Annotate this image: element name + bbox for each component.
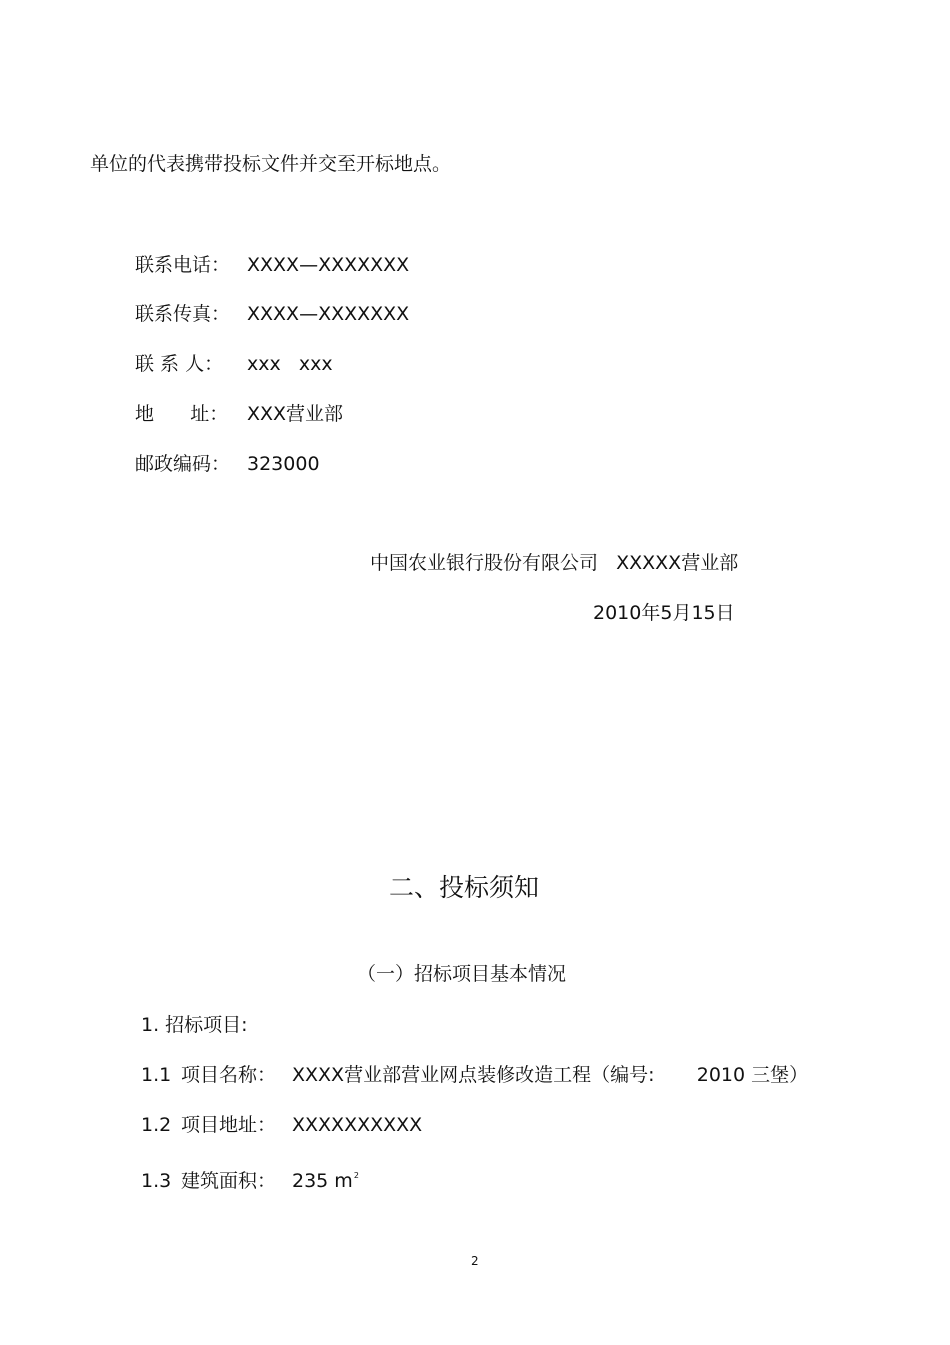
- item-number: 1.3: [141, 1170, 172, 1192]
- item-row-project-name: [141, 1063, 808, 1087]
- item-value: XXXX营业部营业网点装修改造工程（编号: 2010 三堡）: [292, 1064, 809, 1086]
- contact-value: XXXX—XXXXXXX: [247, 303, 410, 325]
- item-value: 235 m: [292, 1170, 353, 1192]
- contact-label: 地 址：: [135, 403, 229, 425]
- contact-row-person: [135, 352, 333, 376]
- contact-row-postcode: [135, 452, 320, 476]
- unit-superscript: 2: [353, 1171, 359, 1180]
- section-title: 二、投标须知: [389, 873, 540, 902]
- contact-row-fax: [135, 302, 409, 326]
- item-label: 建筑面积：: [181, 1170, 277, 1192]
- item-number: 1.1: [141, 1064, 172, 1086]
- signature-date: 2010年5月15日: [593, 602, 735, 624]
- contact-label: 联 系 人：: [135, 353, 224, 375]
- page-number: 2: [471, 1254, 479, 1268]
- contact-label: 邮政编码：: [135, 453, 231, 475]
- contact-value: 323000: [247, 453, 320, 475]
- intro-line: 单位的代表携带投标文件并交至开标地点。: [90, 153, 452, 175]
- contact-label: 联系电话：: [135, 254, 231, 276]
- contact-row-address: [135, 402, 343, 426]
- contact-row-phone: [135, 253, 409, 277]
- contact-value: XXX营业部: [247, 403, 344, 425]
- item-number: 1.2: [141, 1114, 172, 1136]
- signature-organization: 中国农业银行股份有限公司 XXXXX营业部: [370, 552, 739, 574]
- item-row-building-area: [141, 1164, 359, 1193]
- item-label: 项目名称：: [181, 1064, 277, 1086]
- item-label: 项目地址：: [181, 1114, 277, 1136]
- item-value: XXXXXXXXXX: [292, 1114, 423, 1136]
- contact-value: xxx xxx: [247, 353, 333, 375]
- subsection-title: （一）招标项目基本情况: [357, 963, 567, 985]
- contact-label: 联系传真：: [135, 303, 231, 325]
- contact-value: XXXX—XXXXXXX: [247, 254, 410, 276]
- item-row-project-address: [141, 1113, 422, 1137]
- items-heading: 1. 招标项目:: [141, 1014, 248, 1036]
